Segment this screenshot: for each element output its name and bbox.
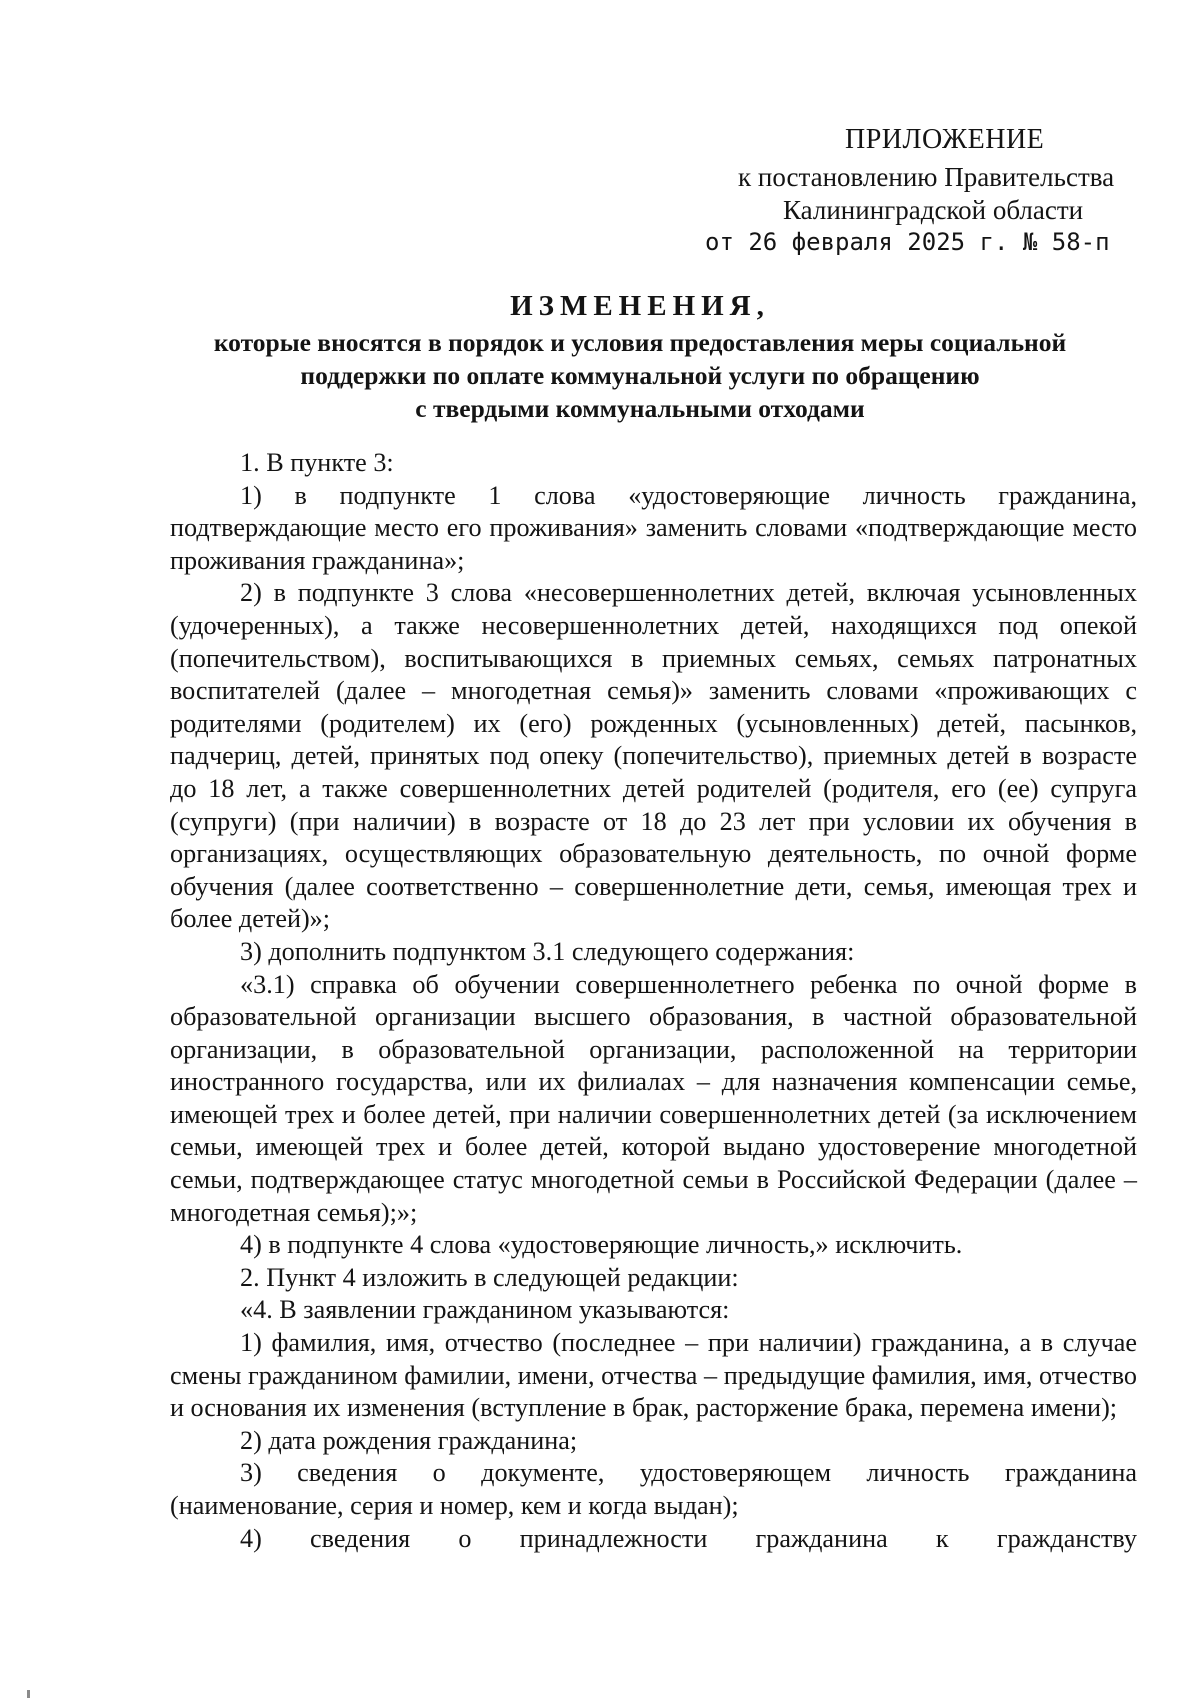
- document-subtitle-line-2: поддержки по оплате коммунальной услуги по обращению: [300, 361, 980, 390]
- paragraph: 3) сведения о документе, удостоверяющем личность гражданина (наименование, серия и номер, кем и когда выдан);: [170, 1458, 1137, 1520]
- appendix-line-resolution: к постановлению Правительства: [738, 162, 1115, 192]
- document-body: [170, 447, 1137, 1555]
- document-subtitle-line-1: которые вносятся в порядок и условия предоставления меры социальной: [213, 328, 1067, 357]
- paragraph: «3.1) справка об обучении совершеннолетнего ребенка по очной форме в образовательной организации высшего образования, в частной образовательной организации, в образовательной организации, расположенной на территории иностранного государства, или их филиалах – для назначения компенсации семье, имеющей трех и более детей, при наличии совершеннолетних детей (за исключением семьи, имеющей трех и более детей, которой выдано удостоверение многодетной семьи, подтверждающее статус многодетной семьи в Российской Федерации (далее – многодетная семья);»;: [170, 969, 1137, 1227]
- paragraph: 1) фамилия, имя, отчество (последнее – при наличии) гражданина, а в случае смены гражданином фамилии, имени, отчества – предыдущие фамилия, имя, отчество и основания их изменения (вступление в брак, расторжение брака, перемена имени);: [170, 1328, 1137, 1423]
- paragraph: 2) в подпункте 3 слова «несовершеннолетних детей, включая усыновленных (удочеренных), а также несовершеннолетних детей, находящихся под опекой (попечительством), воспитывающихся в приемных семьях, семьях патронатных воспитателей (далее – многодетная семья)» заменить словами «проживающих с родителями (родителем) их (его) рожденных (усыновленных) детей, пасынков, падчериц, детей, принятых под опеку (попечительство), приемных детей в возрасте до 18 лет, а также совершеннолетних детей родителей (родителя, его (ее) супруга (супруги) (при наличии) в возрасте от 18 до 23 лет при условии их обучения в организациях, осуществляющих образовательную деятельность, по очной форме обучения (далее соответственно – совершеннолетние дети, семья, имеющая трех и более детей)»;: [170, 578, 1137, 934]
- appendix-title: ПРИЛОЖЕНИЕ: [845, 124, 1045, 155]
- paragraph: 2. Пункт 4 изложить в следующей редакции:: [240, 1262, 739, 1292]
- paragraph: 2) дата рождения гражданина;: [240, 1425, 578, 1455]
- paragraph: 1. В пункте 3:: [240, 448, 394, 477]
- document-heading: [150, 286, 1130, 425]
- document-subtitle-line-3: с твердыми коммунальными отходами: [415, 394, 865, 423]
- document-title: ИЗМЕНЕНИЯ,: [510, 290, 770, 322]
- paragraph: 4) в подпункте 4 слова «удостоверяющие личность,» исключить.: [240, 1230, 963, 1260]
- scan-artifact: [27, 1690, 30, 1698]
- paragraph: «4. В заявлении гражданином указываются:: [240, 1295, 730, 1325]
- appendix-line-date-number: от 26 февраля 2025 г. № 58-п: [705, 228, 1110, 256]
- paragraph: 3) дополнить подпунктом 3.1 следующего содержания:: [240, 936, 855, 966]
- paragraph: 4) сведения о принадлежности гражданина к гражданству: [240, 1523, 1137, 1553]
- paragraph: 1) в подпункте 1 слова «удостоверяющие личность гражданина, подтверждающие место его проживания» заменить словами «подтверждающие место проживания гражданина»;: [170, 480, 1137, 575]
- appendix-line-region: Калининградской области: [783, 195, 1084, 225]
